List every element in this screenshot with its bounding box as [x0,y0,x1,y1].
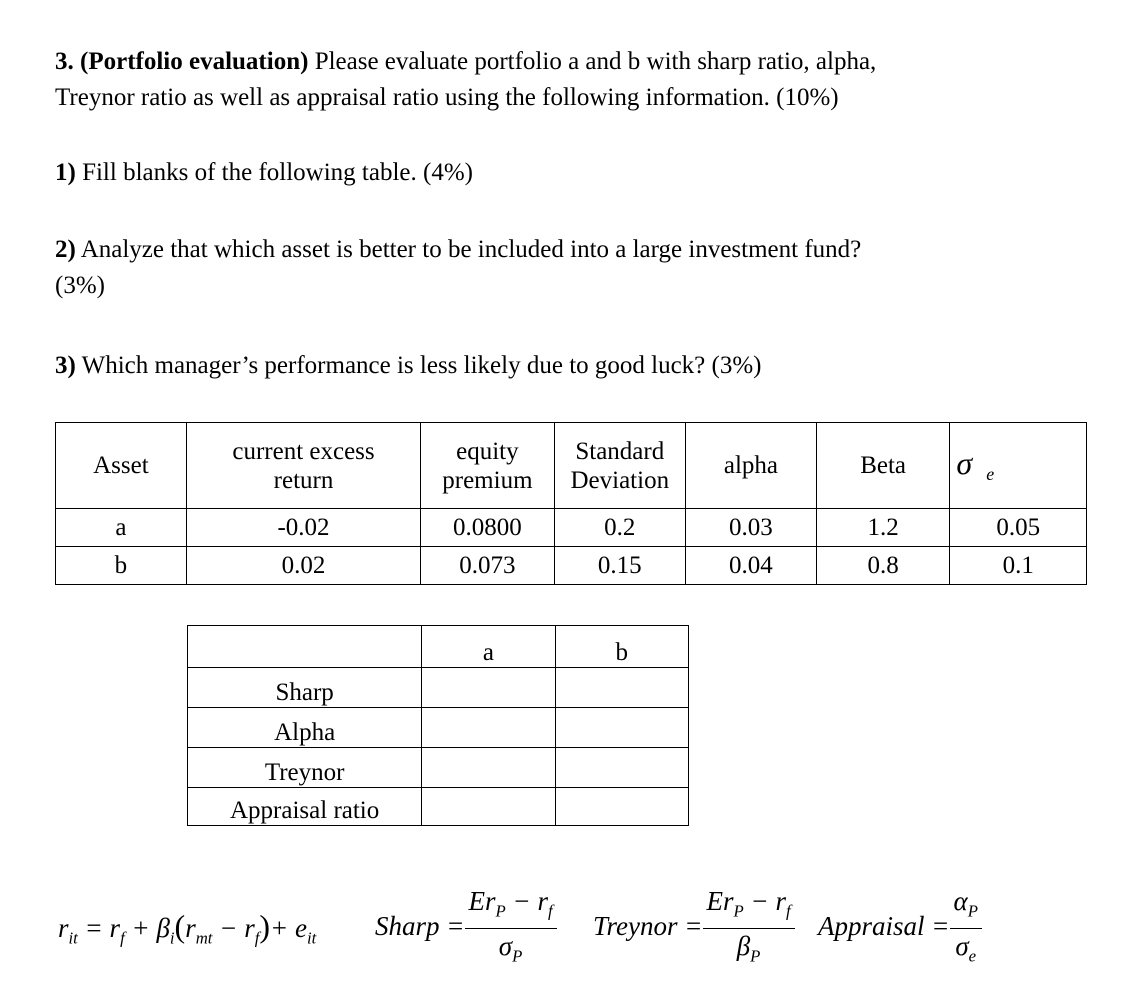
part-1-number: 1) [55,159,76,186]
header-sigma-e: σ $_e$ [950,423,1087,509]
answer-row-alpha: Alpha [188,708,689,748]
question-heading: (Portfolio evaluation) [80,48,309,75]
answer-header-a: a [422,626,555,668]
table-row: a -0.02 0.0800 0.2 0.03 1.2 0.05 [56,509,1087,547]
answer-row-appraisal: Appraisal ratio [188,788,689,826]
blank-cell[interactable] [555,708,688,748]
blank-cell[interactable] [555,668,688,708]
question-title [55,44,876,116]
blank-cell[interactable] [422,748,555,788]
part-3-number: 3) [55,352,76,379]
blank-cell[interactable] [422,668,555,708]
answer-header-row [188,626,689,668]
part-2-number: 2) [55,236,76,263]
blank-cell[interactable] [555,748,688,788]
answer-row-treynor: Treynor [188,748,689,788]
part-1-text: Fill blanks of the following table. (4%) [75,159,473,186]
blank-cell[interactable] [422,708,555,748]
header-standard-deviation: Standard Deviation [554,423,685,509]
question-intro: Please evaluate portfolio a and b with sharp ratio, alpha, [308,48,877,75]
appraisal-label: Appraisal [818,911,925,942]
answer-header-empty [188,626,422,668]
answer-row-sharp: Sharp [188,668,689,708]
header-asset: Asset [56,423,187,509]
question-number: 3. [55,48,74,75]
header-beta: Beta [816,423,950,509]
part-2-text: Analyze that which asset is better to be included into a large investment fund? [75,236,862,263]
part-3-text: Which manager’s performance is less likely due to good luck? (3%) [75,352,762,379]
table-header-row [56,423,1087,509]
blank-cell[interactable] [555,788,688,826]
sharp-label: Sharp [375,911,440,942]
treynor-formula: Treynor = $\frac{Er_P - r_f}{\beta_P}$ [593,884,795,974]
part-3 [55,348,762,384]
part-2-text-cont: (3%) [55,272,105,299]
header-current-excess-return: current excess return [186,423,420,509]
part-2 [55,232,861,304]
answer-header-b: b [555,626,688,668]
header-alpha: alpha [686,423,817,509]
answer-table [187,625,689,826]
header-equity-premium: equity premium [421,423,554,509]
table-row: b 0.02 0.073 0.15 0.04 0.8 0.1 [56,547,1087,585]
part-1 [55,155,473,191]
appraisal-formula: Appraisal = $\frac{\alpha_P}{\sigma_e}$ [818,884,982,974]
asset-data-table [55,422,1087,585]
blank-cell[interactable] [422,788,555,826]
market-model-formula: $r_{it} = r_f + \beta_i(r_{mt} - r_f)+ e_{it}$ [58,908,317,948]
sigma-symbol: σ [956,444,973,481]
treynor-label: Treynor [593,911,678,942]
sharp-formula: Sharp = $\frac{Er_P - r_f}{\sigma_P}$ [375,884,557,974]
question-intro-line2: Treynor ratio as well as appraisal ratio using the following information. (10%) [55,84,839,111]
